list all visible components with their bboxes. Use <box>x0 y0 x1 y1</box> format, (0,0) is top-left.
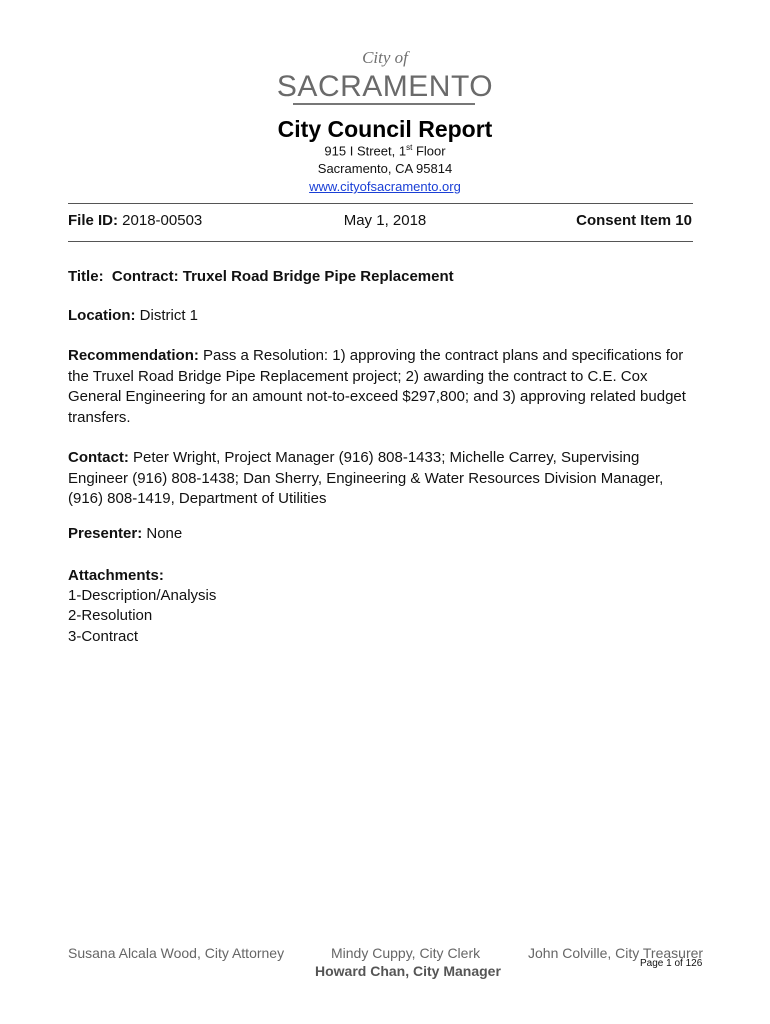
title-field: Title: Contract: Truxel Road Bridge Pipe Replacement <box>68 268 454 285</box>
footer-treasurer: John Colville, City Treasurer <box>528 945 704 961</box>
website-link[interactable]: www.cityofsacramento.org <box>309 179 461 194</box>
attachment-item: 3-Contract <box>68 628 139 645</box>
presenter-field: Presenter: None <box>68 525 183 542</box>
footer-attorney: Susana Alcala Wood, City Attorney <box>68 945 285 961</box>
consent-item: Consent Item 10 <box>576 212 692 229</box>
divider-bottom <box>68 241 693 242</box>
footer-city-manager: Howard Chan, City Manager <box>315 963 501 979</box>
attachments-heading: Attachments: <box>68 567 164 584</box>
website-row <box>0 179 770 194</box>
contact-field: Contact: Peter Wright, Project Manager (916) 808-1433; Michelle Carrey, Supervising Engineer (916) 808-1438; Dan Sherry, Engineering & Water Resources Division Manager, (916) 808-1419, Department of Utilities <box>68 449 664 507</box>
report-date: May 1, 2018 <box>343 212 427 229</box>
logo-city-of: City of <box>362 48 408 67</box>
location-field: Location: District 1 <box>68 307 199 324</box>
attachment-item: 2-Resolution <box>68 607 153 624</box>
file-id: File ID: 2018-00503 <box>68 212 203 229</box>
footer-clerk: Mindy Cuppy, City Clerk <box>331 945 481 961</box>
attachment-item: 1-Description/Analysis <box>68 587 217 604</box>
report-title: City Council Report <box>277 116 493 142</box>
page-number: Page 1 of 126 <box>640 958 703 969</box>
logo-underline <box>293 103 475 105</box>
recommendation-field: Recommendation: Pass a Resolution: 1) approving the contract plans and specifications for the Truxel Road Bridge Pipe Replacement project; 2) awarding the contract to C.E. Cox General Engineering for an amount not-to-exceed $297,800; and 3) approving related budget transfers. <box>68 347 686 426</box>
address-city: Sacramento, CA 95814 <box>317 161 453 176</box>
logo-sacramento: SACRAMENTO <box>276 70 494 103</box>
divider-top <box>68 203 693 204</box>
address-street: 915 I Street, 1st Floor <box>324 143 446 159</box>
